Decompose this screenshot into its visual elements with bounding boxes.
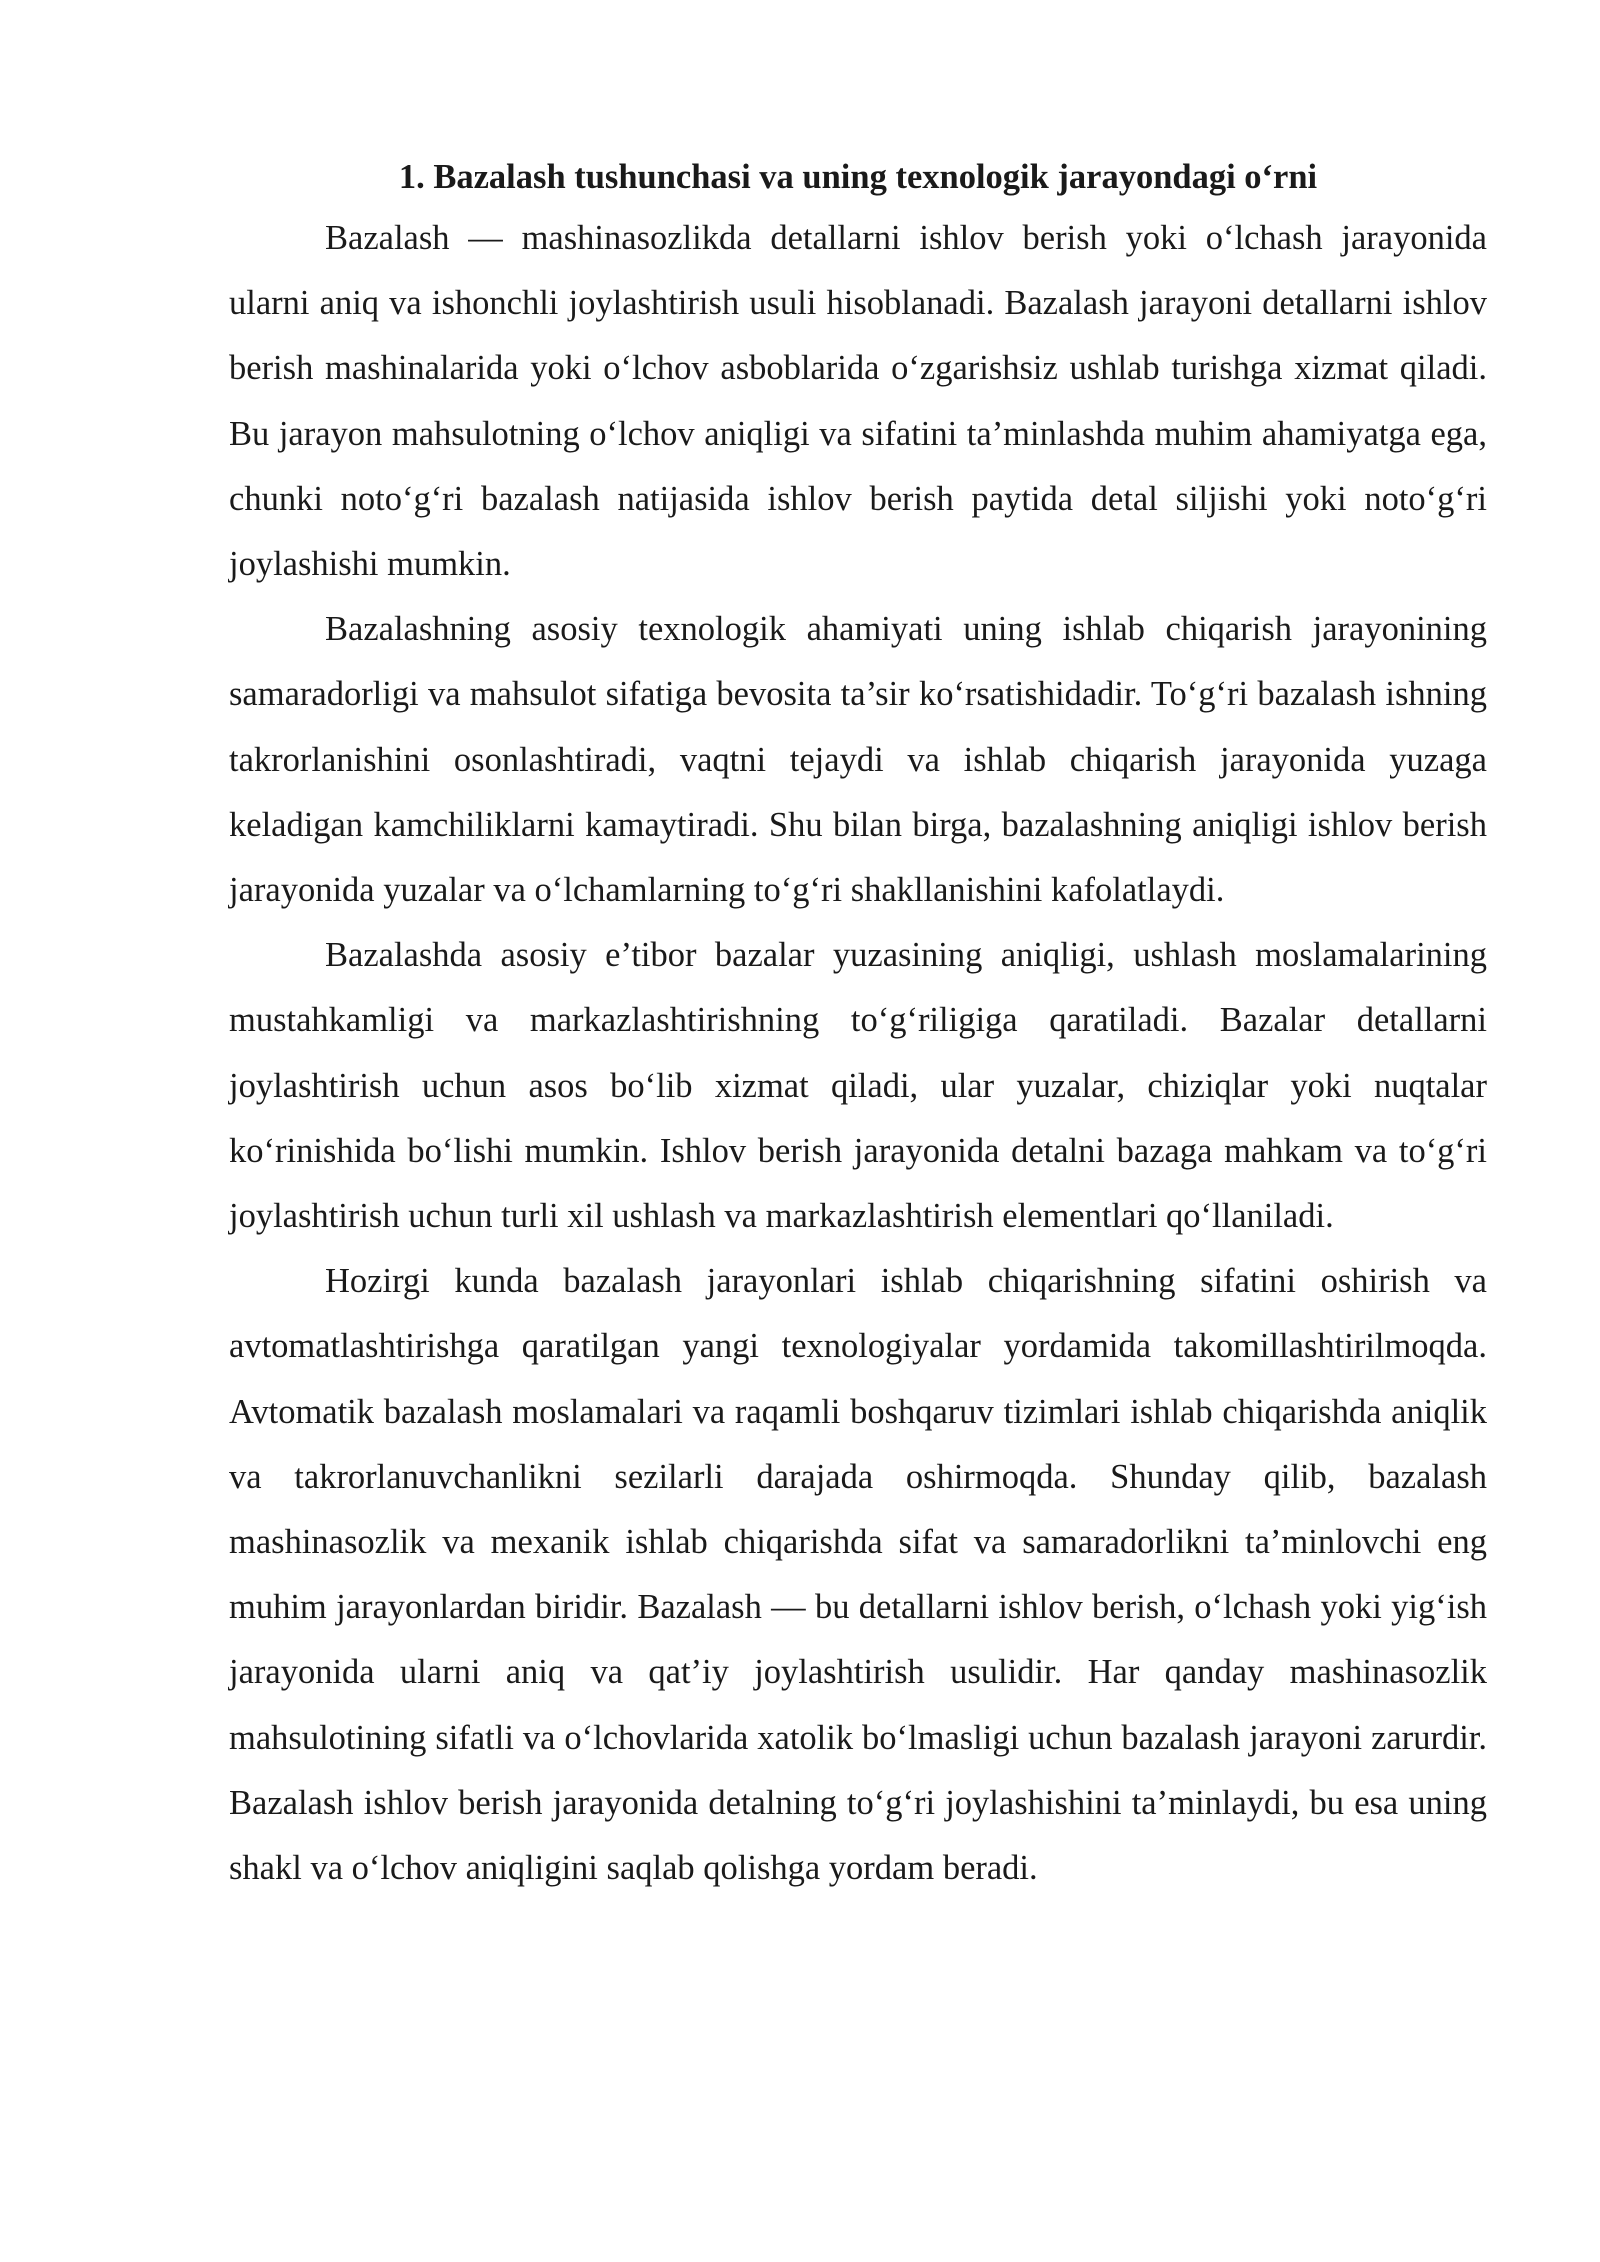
section-heading: 1. Bazalash tushunchasi va uning texnologik jarayondagi o‘rni [398,158,1318,196]
paragraph-4: Hozirgi kunda bazalash jarayonlari ishlab chiqarishning sifatini oshirish va avtomatlashtirishga qaratilgan yangi texnologiyalar yordamida takomillashtirilmoqda. Avtomatik bazalash moslamalari va raqamli boshqaruv tizimlari ishlab chiqarishda aniqlik va takrorlanuvchanlikni sezilarli darajada oshirmoqda. Shunday qilib, bazalash mashinasozlik va mexanik ishlab chiqarishda sifat va samaradorlikni ta’minlovchi eng muhim jarayonlardan biridir. Bazalash — bu detallarni ishlov berish, o‘lchash yoki yig‘ish jarayonida ularni aniq va qat’iy joylashtirish usulidir. Har qanday mashinasozlik mahsulotining sifatli va o‘lchovlarida xatolik bo‘lmasligi uchun bazalash jarayoni zarurdir. Bazalash ishlov berish jarayonida detalning to‘g‘ri joylashishini ta’minlaydi, bu esa uning shakl va o‘lchov aniqligini saqlab qolishga yordam beradi. [229,1262,1487,1888]
paragraph-3: Bazalashda asosiy e’tibor bazalar yuzasining aniqligi, ushlash moslamalarining mustahkamligi va markazlashtirishning to‘g‘riligiga qaratiladi. Bazalar detallarni joylashtirish uchun asos bo‘lib xizmat qiladi, ular yuzalar, chiziqlar yoki nuqtalar ko‘rinishida bo‘lishi mumkin. Ishlov berish jarayonida detalni bazaga mahkam va to‘g‘ri joylashtirish uchun turli xil ushlash va markazlashtirish elementlari qo‘llaniladi. [229,936,1487,1236]
document-body [229,148,1487,1901]
paragraph-2: Bazalashning asosiy texnologik ahamiyati uning ishlab chiqarish jarayonining samaradorligi va mahsulot sifatiga bevosita ta’sir ko‘rsatishidadir. To‘g‘ri bazalash ishning takrorlanishini osonlashtiradi, vaqtni tejaydi va ishlab chiqarish jarayonida yuzaga keladigan kamchiliklarni kamaytiradi. Shu bilan birga, bazalashning aniqligi ishlov berish jarayonida yuzalar va o‘lchamlarning to‘g‘ri shakllanishini kafolatlaydi. [229,610,1487,910]
paragraph-1: Bazalash — mashinasozlikda detallarni ishlov berish yoki o‘lchash jarayonida ularni aniq va ishonchli joylashtirish usuli hisoblanadi. Bazalash jarayoni detallarni ishlov berish mashinalarida yoki o‘lchov asboblarida o‘zgarishsiz ushlab turishga xizmat qiladi. Bu jarayon mahsulotning o‘lchov aniqligi va sifatini ta’minlashda muhim ahamiyatga ega, chunki noto‘g‘ri bazalash natijasida ishlov berish paytida detal siljishi yoki noto‘g‘ri joylashishi mumkin. [229,219,1487,584]
